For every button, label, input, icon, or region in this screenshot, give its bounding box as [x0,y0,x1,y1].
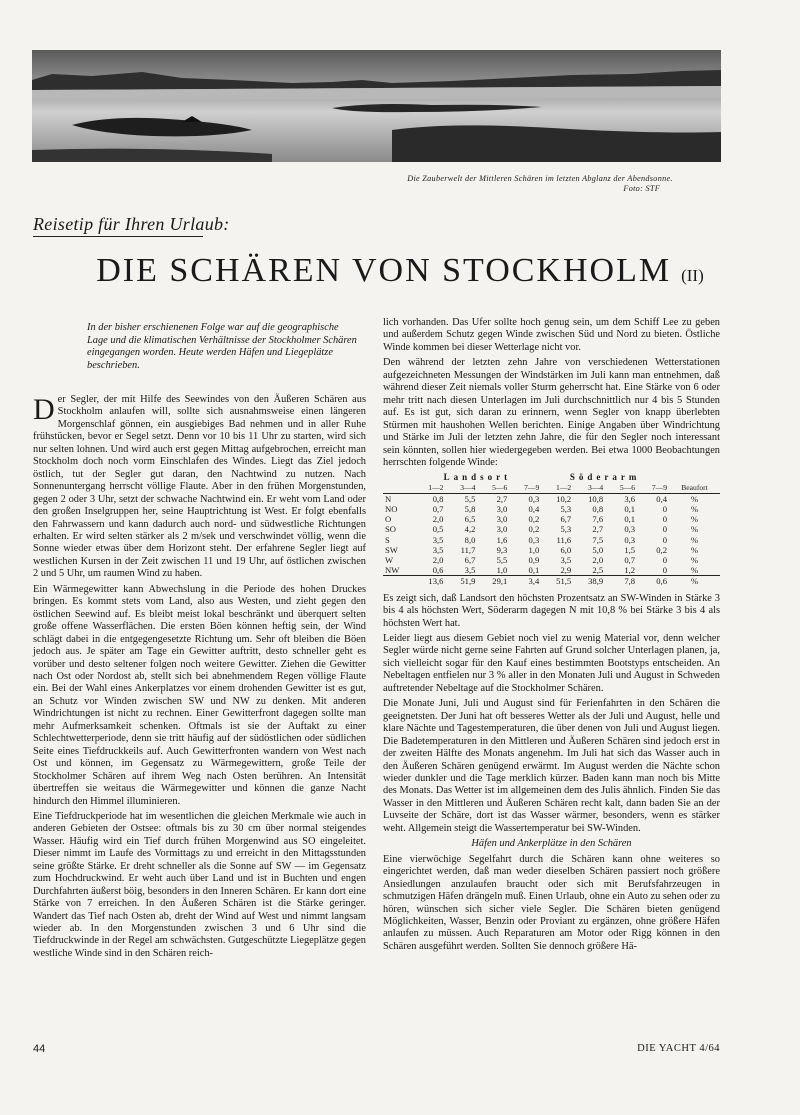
paragraph: Eine Tiefdruckperiode hat im wesentlichen die gleichen Merkmale wie auch in anderen Gebieten der Ostsee: oftmals bis zu 30 cm über normal steigendes Wasser. Häufig wird ein Tief durch frühen Morgenwind aus SO eingeleitet. Dieser nimmt im Laufe des Vormittags zu und erreicht in den Mittagsstunden seine größte Stärke. Er dreht schneller als die Sonne auf SW — im Gegensatz zum Hochdruckwind. Er weht auch über Land und ist in Buchten und engen Durchfahrten äußerst böig, besonders in den Inneren Schären. Er kann dort eine Stärke von 7 erreichen. In den Äußeren Schären ist die Stärke geringer. Wandert das Tief nach Osten ab, dreht der Wind auf West und nimmt langsam wieder ab. In den Morgenstunden zwischen 3 und 6 Uhr sind die Tiefdruckwinde in der Regel am schwächsten. Gutgeschützte Liegeplätze gegen westliche Winde sind in den Schären reich- [33,810,366,959]
intro-text: In der bisher erschienenen Folge war auf die geographische Lage und die klimatischen Verhältnisse der Stockholmer Schären eingegangen worden. Heute werden Häfen und Liegeplätze beschrieben. [87,322,357,371]
col-header: 5—6 [477,483,509,494]
table-cell: 7,8 [605,576,637,587]
page-number: 44 [33,1043,46,1055]
paragraph [33,394,366,581]
table-cell: 3,6 [624,493,636,504]
drop-cap: D [33,393,55,426]
table-cell: 8,0 [464,534,476,545]
unit-cell: % [690,565,699,576]
column-left [33,317,366,963]
table-cell: 7,6 [592,514,604,525]
table-cell: 10,8 [588,493,604,504]
section-subhead: Häfen und Ankerplätze in den Schären [471,838,632,850]
table-row [383,555,720,565]
table-cell: 0,4 [528,504,540,515]
table-cell: 5,0 [592,544,604,555]
kicker-rule [33,236,203,237]
table-cell: 0 [662,504,668,515]
table-cell: 0,4 [656,493,668,504]
table-cell: 0,1 [624,504,636,515]
table-cell: 51,9 [445,576,477,587]
column-right [383,317,720,956]
table-row [383,514,720,524]
wind-table [383,472,720,586]
table-cell: 0,1 [528,565,540,576]
col-header: 7—9 [637,483,669,494]
archipelago-photo [32,50,721,162]
kicker: Reisetip für Ihren Urlaub: [33,214,230,234]
table-cell: 5,3 [560,524,572,535]
table-cell: 7,5 [592,534,604,545]
table-cell: 1,5 [624,544,636,555]
table-cell: 3,0 [496,504,508,515]
col-header: 1—2 [414,483,446,494]
unit-cell: % [690,534,699,545]
table-row [383,493,720,504]
table-cell: 0,7 [432,504,444,515]
table-cell: 1,0 [496,565,508,576]
table-cell: 2,9 [560,565,572,576]
table-cell: 2,0 [432,514,444,525]
photo-credit: Foto: STF [623,184,660,193]
paragraph: Eine vierwöchige Segelfahrt durch die Schären kann ohne weiteres so eingerichtet werden, daß man weder dieselben Schären passiert noch größere Ansiedlungen anzulaufen braucht oder sich mit Berufsfahrzeugen in schmutzigen Häfen drängeln muß. Einen Urlaub, ohne ein Auto zu sehen oder zu hören, wünschen sich sicher viele Segler. Die Schären bieten genügend Möglichkeiten, Wasser, Benzin oder Proviant zu ergänzen, ohne größere Häfen anlaufen zu müssen. Auch Reparaturen am Motor oder Rigg können in den Schären ausgeführt werden. Sollten Sie dennoch größere Hä- [383,853,721,952]
table-cell: 1,2 [624,565,636,576]
beaufort-header: Beaufort [669,483,720,494]
table-cell: 0 [662,565,668,576]
unit-cell: % [690,544,699,555]
table-row [383,535,720,545]
wind-direction: SO [385,524,396,535]
table-header [383,483,720,494]
title-part: (II) [681,266,704,285]
col-header: 3—4 [573,483,605,494]
unit-cell: % [690,555,699,566]
table-cell: 4,2 [464,524,476,535]
table-cell: 3,5 [432,544,444,555]
table-cell: 29,1 [477,576,509,587]
unit-cell: % [690,504,699,515]
wind-direction: NW [385,565,400,576]
table-cell: 5,5 [464,493,476,504]
table-cell: 51,5 [541,576,573,587]
table-cell: 0,3 [624,534,636,545]
wind-direction: N [385,493,392,504]
table-cell: 10,2 [556,493,572,504]
table-cell: 6,5 [464,514,476,525]
table-row [383,545,720,555]
page-title [0,252,800,290]
magazine-folio: DIE YACHT 4/64 [637,1043,720,1054]
table-cell: 1,6 [496,534,508,545]
table-cell: 38,9 [573,576,605,587]
table-cell: 0,8 [592,504,604,515]
unit-cell: % [690,514,699,525]
wind-direction: S [385,534,390,545]
table-total-row [383,576,720,587]
table-cell: 5,8 [464,504,476,515]
unit-cell: % [690,493,699,504]
wind-direction: O [385,514,392,525]
table-cell: 0,3 [624,524,636,535]
table-cell: 0 [662,534,668,545]
table-body [383,493,720,586]
unit-cell: % [690,524,699,535]
paragraph: Die Monate Juni, Juli und August sind für Ferienfahrten in den Schären die geeignetsten. Der Juni hat oft besseres Wetter als der Juli und August, helle und klare Nächte und Tagestemperaturen, die über denen von Juli und August liegen. Die Badetemperaturen in den Mittleren und Äußeren Schären sind jedoch erst in der zweiten Hälfte des Monats angenehm. Im Juli hat sich das Wasser auch in den Äußeren Schären genügend erwärmt. Im August werden die Nächte schon wieder dunkler und die Tage merklich kürzer. Baden kann man noch bis Mitte des Monats. Das Wetter ist im allgemeinen dem des Julis ähnlich. Finden Sie das Wasser in den Mittleren und Äußeren Schären recht kalt, dann baden Sie an der Luvseite der Schäre, dort ist das Wasser wärmer, besonders, wenn es stärker weht. Allgemein steigt die Wassertemperatur bei SW-Winden. [383,698,720,834]
caption-text: Die Zauberwelt der Mittleren Schären im letzten Abglanz der Abendsonne. [407,174,673,183]
table-cell: 0,8 [432,493,444,504]
paragraph-text: er Segler, der mit Hilfe des Seewindes von den Äußeren Schären aus Stockholm anlaufen will, sollte sich ausnahmsweise einen längeren Morgenschlaf gönnen, ein ausgiebiges Bad nehmen und in aller Ruhe frühstücken, bevor er Segel setzt. Denn vor 10 bis 11 Uhr zu starten, wird sich nur selten lohnen. Und wird auch erst gegen Mittag aufgebrochen, erreicht man Stockholm doch noch vorm Einschlafen des Windes. Liegt das Ziel jedoch östlich, tut der Segler gut daran, den Nachtwind zu nutzen. Nach Sonnenuntergang herrscht völlige Flaute. Aber in den frühen Morgenstunden, gegen 2 oder 3 Uhr, setzt der schwache Nachtwind ein. Er weht vom Land oder den großen Inselgruppen her, seine Hauptrichtung ist West. Er folgt ebenfalls den Fahrwassern und kann dadurch auch nord- und südwestliche Richtungen erhalten. Er wird selten stärker als 2 m/sek und verschwindet völlig, wenn die Sonne wieder etwas über dem Horizont steht. Der erfahrene Segler liegt auf westlichen Kursen in der Zeit zwischen 11 und 19 Uhr, auf östlichen zwischen 2 und 5 Uhr, um raumen Wind zu haben. [33,394,366,580]
col-header: 3—4 [445,483,477,494]
table-cell: 13,6 [414,576,446,587]
table-cell: 0 [662,514,668,525]
table-cell: 0,7 [624,555,636,566]
table-cell: 5,5 [496,555,508,566]
table-cell: 0,2 [528,524,540,535]
paragraph: Es zeigt sich, daß Landsort den höchsten Prozentsatz an SW-Winden in Stärke 3 bis 4 als höchsten Wert, Söderarm dagegen N mit 10,8 % bei Stärke 3 bis 4 als höchsten Wert hat. [383,592,720,629]
table-cell: 0,2 [528,514,540,525]
paragraph: Ein Wärmegewitter kann Abwechslung in die Periode des hohen Druckes bringen. Es kommt stets vom Land, also aus Westen, und zieht gegen den östlichen Seewind auf. Es bleibt meist lokal beschränkt und überquert selten große offene Wasserflächen. Die ersten Böen können heftig sein, der Wind schlägt dabei in die entgegengesetzte Richtung um. Sehr oft bleiben die Böen jedoch aus. Je später am Tage ein Gewitter auftritt, desto schneller geht es vorüber und desto seltener folgen noch weitere Gewitter. Ziehen die Gewitter nach Ost oder Nordost ab, stellt sich bei abnehmendem Regen völlige Flaute ein. Bei der Wahl eines Ankerplatzes vor einem drohenden Gewitter ist es gut, an Schutz vor Winden zwischen SW und NW zu denken. Mit anderen Windrichtungen ist nicht zu rechnen. Einer Gewitterfront dagegen sollte man mehr Aufmerksamkeit schenken. Oftmals ist sie der Auftakt zu einer Schlechtwetterperiode, denn sie tritt häufig auf der südöstlichen oder südlichen Seite eines Tiefdruckkeils auf. Auch Gewitterfronten wandern von West nach Ost und können, im Gegensatz zu Wärmegewittern, große Teile der Stockholmer Schären auf ihrem Weg nach Osten berühren. An Intensität übertreffen sie weitaus die Wärmegewitter und können die ganze Nacht hindurch den Himmel illuminieren. [33,583,366,807]
table-group-header [383,472,720,482]
table-cell: 11,7 [460,544,476,555]
paragraph: lich vorhanden. Das Ufer sollte hoch genug sein, um dem Schiff Lee zu geben und außerdem Schutz gegen Winde zwischen Süd und Nord zu bieten. Östliche Winde kommen bei dieser Wetterlage nicht vor. [383,317,720,353]
table-cell: 0,9 [528,555,540,566]
title-main: DIE SCHÄREN VON STOCKHOLM [96,252,672,289]
wind-direction: SW [385,544,398,555]
table-cell: 0,6 [637,576,669,587]
table-cell: 2,7 [592,524,604,535]
table-cell: 3,0 [496,514,508,525]
table-cell: 6,7 [464,555,476,566]
group-soederarm: Söderarm [569,472,641,483]
table-cell: 0 [662,555,668,566]
paragraph: Den während der letzten zehn Jahre von verschiedenen Wetterstationen aufgezeichneten Messungen der Windstärken im Juli kann man entnehmen, daß während dieser Zeit niemals voller Sturm geherrscht hat. Eine Stärke von 6 oder mehr tritt nach diesen Unterlagen im Juli durchschnittlich nur 4 bis 5 Stunden auf. Es ist gut, sich daran zu erinnern, wenn Segler von knapp überlebten Stürmen mit haushohen Wellen berichten. Einige Angaben über Windrichtung und Stärke im Juli der letzten zehn Jahre, die für den Segler noch interessant sein könnten, sollen hier wiedergegeben werden. Bei etwa 1000 Beobachtungen herrschten folgende Winde: [383,357,720,468]
wind-direction: W [385,555,394,566]
table-cell: 6,7 [560,514,572,525]
table-cell: 5,3 [560,504,572,515]
paragraph: Leider liegt aus diesem Gebiet noch viel zu wenig Material vor, denn welcher Segler würde nicht gerne seine Fahrten auf Grund solcher Unterlagen planen, ja, sich vielleicht sogar für den Kauf eines bestimmten Bootstyps entscheiden. An Nebeltagen entfielen nur 3 % aller in den Monaten Juli und August in Schweden auftretender Nebeltage auf die Stockholmer Schären. [383,633,720,694]
table-cell: 0,6 [432,565,444,576]
col-header: 1—2 [541,483,573,494]
table-cell: 3,5 [432,534,444,545]
table-cell: 3,5 [560,555,572,566]
col-header: 7—9 [509,483,541,494]
col-header: 5—6 [605,483,637,494]
table-cell: 2,0 [592,555,604,566]
photo-caption [360,174,720,194]
table-cell: 0,1 [624,514,636,525]
table-row [383,565,720,576]
total-label [383,576,414,587]
table-cell: 2,0 [432,555,444,566]
table-cell: 0,2 [656,544,668,555]
wind-direction: NO [385,504,398,515]
table-cell: 3,5 [464,565,476,576]
table-cell: 0,3 [528,493,540,504]
table-cell: 1,0 [528,544,540,555]
table-row [383,524,720,534]
table-cell: 11,6 [556,534,572,545]
table-cell: 0,3 [528,534,540,545]
table-cell: 6,0 [560,544,572,555]
table-row [383,504,720,514]
table-cell: 3,4 [509,576,541,587]
group-landsort: Landsort [443,472,512,483]
table-cell: 3,0 [496,524,508,535]
table-cell: 0 [662,524,668,535]
table-cell: 0,5 [432,524,444,535]
table-cell: 2,5 [592,565,604,576]
table-cell: 2,7 [496,493,508,504]
table-cell: 9,3 [496,544,508,555]
unit-cell: % [669,576,720,587]
